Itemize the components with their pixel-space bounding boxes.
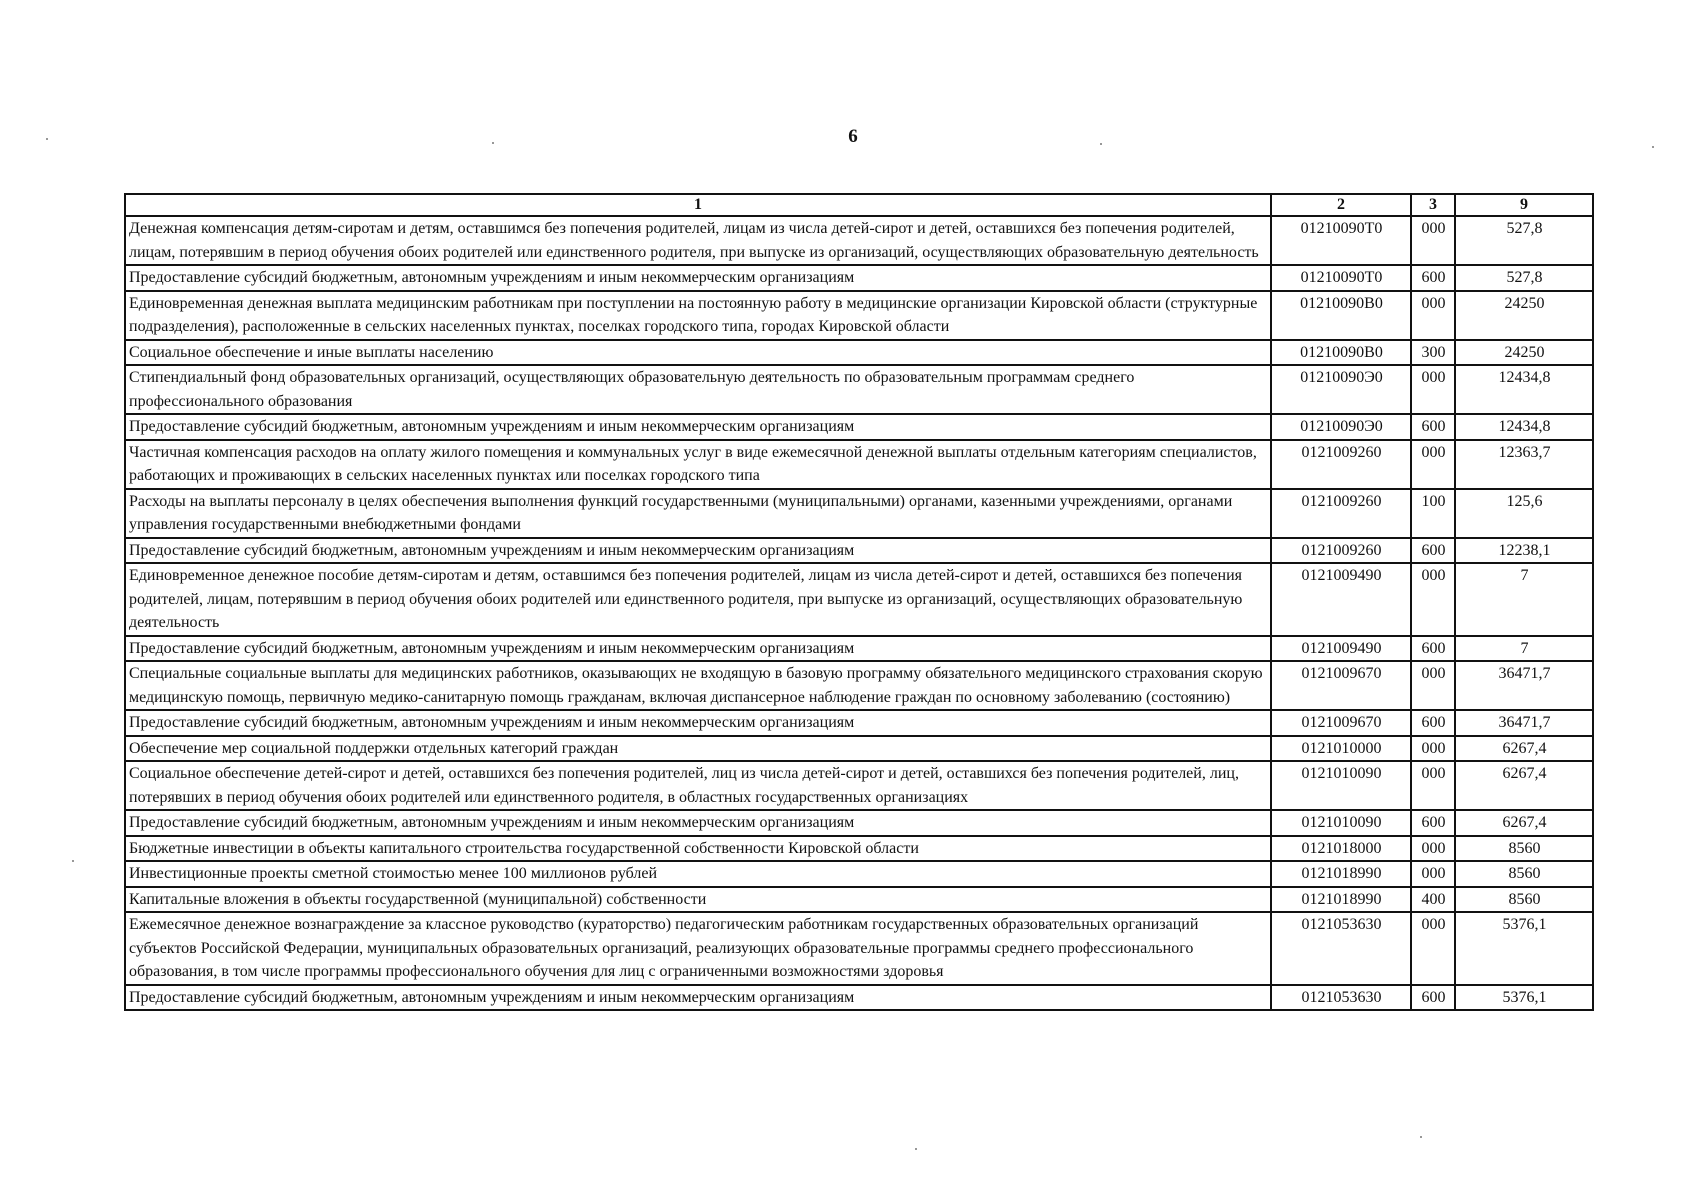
row-expense-type: 000 — [1411, 761, 1455, 810]
page-number: 6 — [848, 126, 858, 147]
row-target-code: 0121053630 — [1271, 912, 1411, 985]
row-target-code: 0121009260 — [1271, 538, 1411, 564]
scan-speck — [46, 138, 48, 140]
row-description: Предоставление субсидий бюджетным, автономным учреждениям и иным некоммерческим организациям — [125, 985, 1271, 1011]
row-expense-type: 600 — [1411, 414, 1455, 440]
row-amount: 12434,8 — [1455, 365, 1593, 414]
table-row — [125, 489, 1593, 538]
row-amount: 36471,7 — [1455, 661, 1593, 710]
row-amount: 12238,1 — [1455, 538, 1593, 564]
row-description: Стипендиальный фонд образовательных организаций, осуществляющих образовательную деятельность по образовательным программам среднего профессионального образования — [125, 365, 1271, 414]
row-expense-type: 600 — [1411, 265, 1455, 291]
row-description: Частичная компенсация расходов на оплату жилого помещения и коммунальных услуг в виде ежемесячной денежной выплаты отдельным категориям специалистов, работающих и проживающих в сельских населенных пунктах или поселках городского типа — [125, 440, 1271, 489]
row-description: Капитальные вложения в объекты государственной (муниципальной) собственности — [125, 887, 1271, 913]
table-row — [125, 836, 1593, 862]
row-target-code: 0121010000 — [1271, 736, 1411, 762]
header-description: 1 — [125, 194, 1271, 216]
row-amount: 527,8 — [1455, 216, 1593, 265]
table-row — [125, 985, 1593, 1011]
row-amount: 8560 — [1455, 836, 1593, 862]
header-amount: 9 — [1455, 194, 1593, 216]
row-amount: 7 — [1455, 563, 1593, 636]
row-amount: 24250 — [1455, 340, 1593, 366]
table-row — [125, 636, 1593, 662]
row-target-code: 01210090Т0 — [1271, 265, 1411, 291]
row-expense-type: 600 — [1411, 810, 1455, 836]
scan-speck — [1652, 146, 1654, 148]
row-target-code: 0121009260 — [1271, 489, 1411, 538]
row-description: Расходы на выплаты персоналу в целях обеспечения выполнения функций государственными (муниципальными) органами, казенными учреждениями, органами управления государственными внебюджетными фондами — [125, 489, 1271, 538]
row-description: Предоставление субсидий бюджетным, автономным учреждениям и иным некоммерческим организациям — [125, 710, 1271, 736]
row-expense-type: 100 — [1411, 489, 1455, 538]
scan-speck — [492, 142, 494, 144]
row-target-code: 01210090Э0 — [1271, 414, 1411, 440]
row-expense-type: 600 — [1411, 636, 1455, 662]
table-row — [125, 365, 1593, 414]
scan-speck — [72, 860, 74, 862]
row-expense-type: 000 — [1411, 836, 1455, 862]
row-amount: 6267,4 — [1455, 736, 1593, 762]
table-row — [125, 810, 1593, 836]
row-description: Единовременное денежное пособие детям-сиротам и детям, оставшимся без попечения родителей, лицам из числа детей-сирот и детей, оставшихся без попечения родителей, лицам, потерявшим в период обучения обоих родителей или единственного родителя, при выпуске из организаций, осуществляющих образовательную деятельность — [125, 563, 1271, 636]
row-description: Предоставление субсидий бюджетным, автономным учреждениям и иным некоммерческим организациям — [125, 414, 1271, 440]
row-description: Единовременная денежная выплата медицинским работникам при поступлении на постоянную работу в медицинские организации Кировской области (структурные подразделения), расположенные в сельских населенных пунктах, поселках городского типа, городах Кировской области — [125, 291, 1271, 340]
row-target-code: 01210090В0 — [1271, 340, 1411, 366]
row-amount: 12363,7 — [1455, 440, 1593, 489]
row-target-code: 0121009260 — [1271, 440, 1411, 489]
row-target-code: 01210090Э0 — [1271, 365, 1411, 414]
row-amount: 6267,4 — [1455, 761, 1593, 810]
table-body — [125, 216, 1593, 1010]
table-row — [125, 563, 1593, 636]
row-target-code: 0121009490 — [1271, 563, 1411, 636]
table-row — [125, 265, 1593, 291]
row-target-code: 0121018990 — [1271, 861, 1411, 887]
header-expense-type: 3 — [1411, 194, 1455, 216]
row-amount: 6267,4 — [1455, 810, 1593, 836]
table-row — [125, 291, 1593, 340]
row-description: Обеспечение мер социальной поддержки отдельных категорий граждан — [125, 736, 1271, 762]
table-row — [125, 736, 1593, 762]
row-expense-type: 000 — [1411, 661, 1455, 710]
table-row — [125, 216, 1593, 265]
row-target-code: 0121009670 — [1271, 710, 1411, 736]
row-description: Бюджетные инвестиции в объекты капитального строительства государственной собственности Кировской области — [125, 836, 1271, 862]
row-description: Социальное обеспечение и иные выплаты населению — [125, 340, 1271, 366]
header-target-code: 2 — [1271, 194, 1411, 216]
row-amount: 36471,7 — [1455, 710, 1593, 736]
row-amount: 24250 — [1455, 291, 1593, 340]
row-expense-type: 000 — [1411, 365, 1455, 414]
scan-speck — [1100, 143, 1102, 145]
row-description: Предоставление субсидий бюджетным, автономным учреждениям и иным некоммерческим организациям — [125, 810, 1271, 836]
row-amount: 8560 — [1455, 861, 1593, 887]
row-amount: 12434,8 — [1455, 414, 1593, 440]
row-target-code: 0121018990 — [1271, 887, 1411, 913]
budget-table — [124, 193, 1594, 1011]
table-row — [125, 340, 1593, 366]
table-row — [125, 710, 1593, 736]
table-row — [125, 414, 1593, 440]
row-expense-type: 300 — [1411, 340, 1455, 366]
row-amount: 5376,1 — [1455, 985, 1593, 1011]
row-description: Инвестиционные проекты сметной стоимостью менее 100 миллионов рублей — [125, 861, 1271, 887]
row-target-code: 01210090В0 — [1271, 291, 1411, 340]
table-row — [125, 912, 1593, 985]
table-row — [125, 861, 1593, 887]
row-expense-type: 000 — [1411, 563, 1455, 636]
row-expense-type: 600 — [1411, 985, 1455, 1011]
row-expense-type: 000 — [1411, 291, 1455, 340]
row-amount: 7 — [1455, 636, 1593, 662]
row-target-code: 0121018000 — [1271, 836, 1411, 862]
table-row — [125, 761, 1593, 810]
row-description: Предоставление субсидий бюджетным, автономным учреждениям и иным некоммерческим организациям — [125, 636, 1271, 662]
row-expense-type: 600 — [1411, 710, 1455, 736]
row-expense-type: 000 — [1411, 440, 1455, 489]
row-description: Денежная компенсация детям-сиротам и детям, оставшимся без попечения родителей, лицам из числа детей-сирот и детей, оставшихся без попечения родителей, лицам, потерявшим в период обучения обоих родителей или единственного родителя, при выпуске из организаций, осуществляющих образовательную деятельность — [125, 216, 1271, 265]
row-description: Специальные социальные выплаты для медицинских работников, оказывающих не входящую в базовую программу обязательного медицинского страхования скорую медицинскую помощь, первичную медико-санитарную помощь гражданам, включая диспансерное наблюдение граждан по основному заболеванию (состоянию) — [125, 661, 1271, 710]
row-expense-type: 000 — [1411, 216, 1455, 265]
row-target-code: 0121053630 — [1271, 985, 1411, 1011]
row-target-code: 01210090Т0 — [1271, 216, 1411, 265]
table-row — [125, 661, 1593, 710]
row-amount: 5376,1 — [1455, 912, 1593, 985]
row-description: Предоставление субсидий бюджетным, автономным учреждениям и иным некоммерческим организациям — [125, 538, 1271, 564]
row-expense-type: 000 — [1411, 912, 1455, 985]
row-target-code: 0121010090 — [1271, 761, 1411, 810]
table-row — [125, 440, 1593, 489]
row-target-code: 0121010090 — [1271, 810, 1411, 836]
row-target-code: 0121009490 — [1271, 636, 1411, 662]
row-amount: 527,8 — [1455, 265, 1593, 291]
table-row — [125, 887, 1593, 913]
row-expense-type: 600 — [1411, 538, 1455, 564]
row-target-code: 0121009670 — [1271, 661, 1411, 710]
row-description: Ежемесячное денежное вознаграждение за классное руководство (кураторство) педагогическим работникам государственных образовательных организаций субъектов Российской Федерации, муниципальных образовательных организаций, реализующих образовательные программы среднего профессионального образования, в том числе программы профессионального обучения для лиц с ограниченными возможностями здоровья — [125, 912, 1271, 985]
row-description: Социальное обеспечение детей-сирот и детей, оставшихся без попечения родителей, лиц из числа детей-сирот и детей, оставшихся без попечения родителей, лиц, потерявших в период обучения обоих родителей или единственного родителя, в областных государственных организациях — [125, 761, 1271, 810]
row-expense-type: 400 — [1411, 887, 1455, 913]
scan-speck — [1420, 1136, 1422, 1138]
row-expense-type: 000 — [1411, 736, 1455, 762]
table-row — [125, 538, 1593, 564]
row-amount: 8560 — [1455, 887, 1593, 913]
table-header-row — [125, 194, 1593, 216]
row-description: Предоставление субсидий бюджетным, автономным учреждениям и иным некоммерческим организациям — [125, 265, 1271, 291]
scan-speck — [915, 1148, 917, 1150]
row-expense-type: 000 — [1411, 861, 1455, 887]
row-amount: 125,6 — [1455, 489, 1593, 538]
